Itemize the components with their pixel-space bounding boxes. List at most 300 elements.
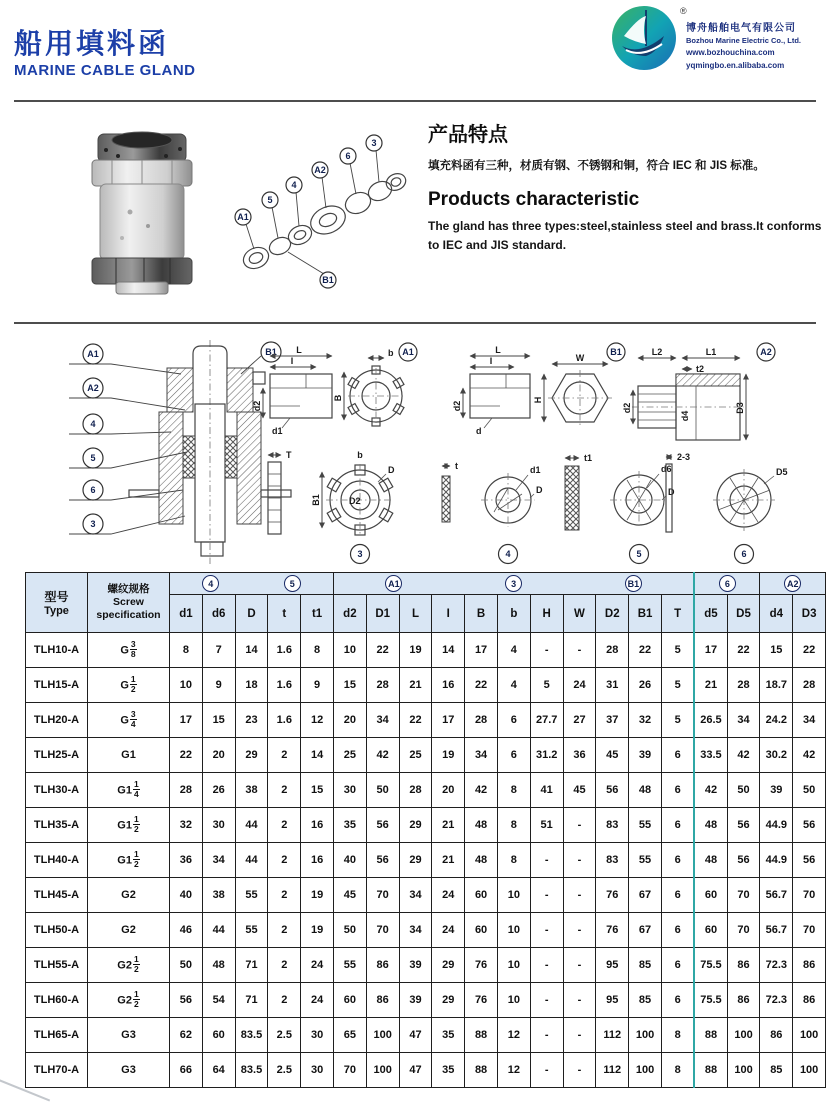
cell-t1: 19 xyxy=(301,878,334,913)
cell-d1: 100 xyxy=(366,1018,399,1053)
cell-d2: 25 xyxy=(333,738,366,773)
cell-l: 34 xyxy=(399,878,432,913)
cell-d: 55 xyxy=(235,878,268,913)
exploded-view-drawing xyxy=(228,130,418,300)
cell-screw-spec: G1 $\frac{1}{2}$ xyxy=(88,808,170,843)
dim-label: B1 xyxy=(311,494,321,506)
view-4-tag: 4 xyxy=(505,549,511,559)
dim-label: D2 xyxy=(349,496,361,506)
cell-b1: 22 xyxy=(629,633,662,668)
cell-d2: 112 xyxy=(596,1018,629,1053)
cell-d2: 50 xyxy=(333,913,366,948)
assembly-section-drawing xyxy=(69,340,291,564)
cell-d5: 56 xyxy=(727,808,760,843)
col-header-d1: D1 xyxy=(366,595,399,633)
features-heading-en: Products characteristic xyxy=(428,189,640,210)
cell-t: 6 xyxy=(661,948,694,983)
cell-d1: 40 xyxy=(170,878,203,913)
dim-label: W xyxy=(575,353,585,363)
cell-t: 8 xyxy=(661,1018,694,1053)
cell-l: 39 xyxy=(399,983,432,1018)
table-row xyxy=(26,913,826,948)
cell-type: TLH10-A xyxy=(26,633,88,668)
assembly-callout-3: 3 xyxy=(90,519,96,529)
cell-h: 31.2 xyxy=(530,738,563,773)
cell-t1: 14 xyxy=(301,738,334,773)
spec-table-body xyxy=(26,633,826,1088)
cell-d4: 56.7 xyxy=(760,913,793,948)
dim-label: d4 xyxy=(680,410,690,422)
cell-d5: 86 xyxy=(727,948,760,983)
cell-h: - xyxy=(530,1018,563,1053)
part-group-header xyxy=(333,573,694,595)
cell-d1: 62 xyxy=(170,1018,203,1053)
cell-t: 1.6 xyxy=(268,668,301,703)
cell-b: 4 xyxy=(497,668,530,703)
logo-globe-sail-icon xyxy=(612,6,676,70)
cell-b: 60 xyxy=(465,878,498,913)
cell-d4: 15 xyxy=(760,633,793,668)
cell-d3: 34 xyxy=(793,703,826,738)
cell-b: 8 xyxy=(497,843,530,878)
dim-label: D xyxy=(536,485,543,495)
cell-b: 88 xyxy=(465,1018,498,1053)
cell-d2: 76 xyxy=(596,913,629,948)
cell-i: 21 xyxy=(432,843,465,878)
cell-i: 29 xyxy=(432,983,465,1018)
cell-screw-spec: G $\frac{3}{8}$ xyxy=(88,633,170,668)
product-photo xyxy=(82,126,202,301)
cell-d: 83.5 xyxy=(235,1053,268,1088)
assembly-callout-b1: B1 xyxy=(265,347,277,357)
table-row xyxy=(26,738,826,773)
exploded-callout-4: 4 xyxy=(291,180,297,190)
cell-d5: 48 xyxy=(694,808,727,843)
cell-h: - xyxy=(530,913,563,948)
cell-d: 44 xyxy=(235,808,268,843)
cell-d3: 86 xyxy=(793,948,826,983)
cell-d6: 34 xyxy=(202,843,235,878)
cell-t: 8 xyxy=(661,1053,694,1088)
cell-b: 12 xyxy=(497,1053,530,1088)
cell-t: 5 xyxy=(661,668,694,703)
cell-l: 22 xyxy=(399,703,432,738)
cell-d2: 56 xyxy=(596,773,629,808)
exploded-callout-6: 6 xyxy=(345,151,351,161)
cell-d2: 112 xyxy=(596,1053,629,1088)
col-header-d6: d6 xyxy=(202,595,235,633)
assembly-callout-a1: A1 xyxy=(87,349,99,359)
cell-d3: 22 xyxy=(793,633,826,668)
cell-d5: 33.5 xyxy=(694,738,727,773)
dim-label: d2 xyxy=(452,400,462,412)
cell-b: 88 xyxy=(465,1053,498,1088)
assembly-callout-a2: A2 xyxy=(87,383,99,393)
cell-i: 29 xyxy=(432,948,465,983)
assembly-callout-4: 4 xyxy=(90,419,96,429)
cell-d6: 9 xyxy=(202,668,235,703)
product-features-section xyxy=(428,118,826,254)
cell-d: 71 xyxy=(235,983,268,1018)
cell-type: TLH55-A xyxy=(26,948,88,983)
cell-type: TLH45-A xyxy=(26,878,88,913)
cell-d5: 26.5 xyxy=(694,703,727,738)
cell-d4: 72.3 xyxy=(760,948,793,983)
cell-d2: 65 xyxy=(333,1018,366,1053)
cell-l: 25 xyxy=(399,738,432,773)
dim-label: D xyxy=(668,487,675,497)
cell-d2: 35 xyxy=(333,808,366,843)
col-header-d2: D2 xyxy=(596,595,629,633)
cell-t1: 12 xyxy=(301,703,334,738)
cell-d1: 32 xyxy=(170,808,203,843)
cell-d: 29 xyxy=(235,738,268,773)
col-header-h: H xyxy=(530,595,563,633)
cell-d2: 37 xyxy=(596,703,629,738)
cell-d4: 86 xyxy=(760,1018,793,1053)
cell-d1: 46 xyxy=(170,913,203,948)
table-row xyxy=(26,948,826,983)
cell-t: 2 xyxy=(268,773,301,808)
part-number-badge-3: 3 xyxy=(505,575,522,592)
cell-screw-spec: G1 $\frac{1}{4}$ xyxy=(88,773,170,808)
table-row xyxy=(26,668,826,703)
logo-text-block xyxy=(686,6,801,72)
cell-w: 45 xyxy=(563,773,596,808)
cell-t: 6 xyxy=(661,878,694,913)
features-body-zh: 填充料函有三种，材质有钢、不锈钢和铜，符合 IEC 和 JIS 标准。 xyxy=(428,160,765,172)
company-name-zh: 博舟船舶电气有限公司 xyxy=(686,23,796,34)
cell-d2: 95 xyxy=(596,948,629,983)
cell-t: 2 xyxy=(268,913,301,948)
col-header-w: W xyxy=(563,595,596,633)
cell-d6: 60 xyxy=(202,1018,235,1053)
page-title-en: MARINE CABLE GLAND xyxy=(14,62,196,79)
cell-t: 1.6 xyxy=(268,633,301,668)
cell-b1: 85 xyxy=(629,983,662,1018)
cell-b: 76 xyxy=(465,983,498,1018)
cell-d2: 95 xyxy=(596,983,629,1018)
cell-b1: 55 xyxy=(629,808,662,843)
cell-b: 22 xyxy=(465,668,498,703)
cell-l: 29 xyxy=(399,808,432,843)
cell-d1: 8 xyxy=(170,633,203,668)
cell-i: 35 xyxy=(432,1018,465,1053)
cell-t: 2.5 xyxy=(268,1018,301,1053)
cell-t: 6 xyxy=(661,913,694,948)
cell-b: 8 xyxy=(497,808,530,843)
dim-label: D3 xyxy=(735,402,745,414)
cell-type: TLH65-A xyxy=(26,1018,88,1053)
dim-label: L xyxy=(495,345,501,355)
cell-b: 8 xyxy=(497,773,530,808)
cell-d3: 100 xyxy=(793,1053,826,1088)
table-row xyxy=(26,773,826,808)
cell-d1: 70 xyxy=(366,878,399,913)
part-group-header xyxy=(760,573,826,595)
cell-b: 48 xyxy=(465,808,498,843)
cell-d5: 88 xyxy=(694,1053,727,1088)
cell-w: - xyxy=(563,1018,596,1053)
cell-l: 21 xyxy=(399,668,432,703)
cell-b1: 55 xyxy=(629,843,662,878)
cell-t1: 8 xyxy=(301,633,334,668)
cell-d5: 75.5 xyxy=(694,948,727,983)
col-header-b: b xyxy=(497,595,530,633)
view-a1-tag: A1 xyxy=(402,347,414,357)
cell-b: 6 xyxy=(497,738,530,773)
cell-b: 6 xyxy=(497,703,530,738)
cell-t: 2 xyxy=(268,878,301,913)
table-row xyxy=(26,703,826,738)
col-header-t: t xyxy=(268,595,301,633)
cell-type: TLH20-A xyxy=(26,703,88,738)
dim-label: L2 xyxy=(651,347,663,357)
cell-l: 47 xyxy=(399,1053,432,1088)
cell-d1: 86 xyxy=(366,983,399,1018)
cell-d1: 34 xyxy=(366,703,399,738)
cell-w: - xyxy=(563,948,596,983)
cell-b: 10 xyxy=(497,948,530,983)
cell-d5: 28 xyxy=(727,668,760,703)
cell-b: 42 xyxy=(465,773,498,808)
cell-type: TLH70-A xyxy=(26,1053,88,1088)
part-number-badge-4: 4 xyxy=(202,575,219,592)
cell-d1: 36 xyxy=(170,843,203,878)
dim-label: B xyxy=(333,394,343,402)
cell-d5: 70 xyxy=(727,913,760,948)
exploded-callout-b1: B1 xyxy=(322,275,334,285)
cell-d: 18 xyxy=(235,668,268,703)
cell-w: - xyxy=(563,843,596,878)
cell-d3: 28 xyxy=(793,668,826,703)
cell-b1: 85 xyxy=(629,948,662,983)
cell-t1: 16 xyxy=(301,808,334,843)
cell-type: TLH60-A xyxy=(26,983,88,1018)
dim-label: L xyxy=(296,345,302,355)
cell-d2: 40 xyxy=(333,843,366,878)
col-header-d5: D5 xyxy=(727,595,760,633)
view-5-tag: 5 xyxy=(636,549,642,559)
col-header-b1: B1 xyxy=(629,595,662,633)
cell-h: - xyxy=(530,878,563,913)
dim-label: H xyxy=(533,396,543,404)
cell-d4: 85 xyxy=(760,1053,793,1088)
cell-type: TLH25-A xyxy=(26,738,88,773)
cell-d1: 22 xyxy=(170,738,203,773)
cell-d6: 38 xyxy=(202,878,235,913)
cell-b1: 100 xyxy=(629,1053,662,1088)
dim-label: D5 xyxy=(776,467,788,477)
cell-screw-spec: G1 $\frac{1}{2}$ xyxy=(88,843,170,878)
part-group-header xyxy=(170,573,334,595)
cell-d: 55 xyxy=(235,913,268,948)
cell-d5: 17 xyxy=(694,633,727,668)
cell-d6: 20 xyxy=(202,738,235,773)
cell-b: 4 xyxy=(497,633,530,668)
cell-type: TLH30-A xyxy=(26,773,88,808)
view-a2-tag: A2 xyxy=(760,347,772,357)
cell-d5: 60 xyxy=(694,878,727,913)
dim-label: t xyxy=(455,461,458,471)
cell-d4: 44.9 xyxy=(760,843,793,878)
cell-d6: 26 xyxy=(202,773,235,808)
cell-d3: 70 xyxy=(793,878,826,913)
cell-t: 1.6 xyxy=(268,703,301,738)
cell-i: 24 xyxy=(432,878,465,913)
cell-t: 2 xyxy=(268,983,301,1018)
view-b1-tag: B1 xyxy=(610,347,622,357)
company-url-2: yqmingbo.en.alibaba.com xyxy=(686,61,785,71)
col-header-d2: d2 xyxy=(333,595,366,633)
cell-screw-spec: G3 xyxy=(88,1053,170,1088)
cell-d3: 70 xyxy=(793,913,826,948)
table-row xyxy=(26,983,826,1018)
cell-t: 6 xyxy=(661,738,694,773)
cell-d5: 21 xyxy=(694,668,727,703)
cell-d2: 28 xyxy=(596,633,629,668)
cell-d6: 64 xyxy=(202,1053,235,1088)
cell-d5: 75.5 xyxy=(694,983,727,1018)
cell-type: TLH35-A xyxy=(26,808,88,843)
view-6-tag: 6 xyxy=(741,549,747,559)
cell-d1: 50 xyxy=(170,948,203,983)
cell-h: - xyxy=(530,983,563,1018)
cell-d5: 34 xyxy=(727,703,760,738)
part-number-badge-5: 5 xyxy=(284,575,301,592)
cell-t: 2 xyxy=(268,808,301,843)
cell-l: 19 xyxy=(399,633,432,668)
cell-w: - xyxy=(563,808,596,843)
cell-b1: 26 xyxy=(629,668,662,703)
table-row xyxy=(26,1053,826,1088)
cell-i: 16 xyxy=(432,668,465,703)
assembly-callout-6: 6 xyxy=(90,485,96,495)
cell-d1: 56 xyxy=(366,808,399,843)
part-number-badge-a1: A1 xyxy=(385,575,402,592)
cell-d2: 45 xyxy=(333,878,366,913)
col-header-i: I xyxy=(432,595,465,633)
cell-d5: 22 xyxy=(727,633,760,668)
col-header-d4: d4 xyxy=(760,595,793,633)
cell-d4: 30.2 xyxy=(760,738,793,773)
cell-t1: 16 xyxy=(301,843,334,878)
cell-screw-spec: G2 $\frac{1}{2}$ xyxy=(88,983,170,1018)
cell-d5: 100 xyxy=(727,1053,760,1088)
cell-b: 10 xyxy=(497,913,530,948)
cell-d2: 60 xyxy=(333,983,366,1018)
cell-t1: 19 xyxy=(301,913,334,948)
dim-label: d1 xyxy=(530,465,541,475)
cell-b: 10 xyxy=(497,878,530,913)
view-3-tag: 3 xyxy=(357,549,363,559)
dim-label: L1 xyxy=(705,347,717,357)
cell-d5: 60 xyxy=(694,913,727,948)
view-6-drawing xyxy=(666,452,788,564)
cell-b: 60 xyxy=(465,913,498,948)
cell-b1: 48 xyxy=(629,773,662,808)
cell-t1: 24 xyxy=(301,983,334,1018)
cell-h: - xyxy=(530,948,563,983)
part-number-badge-b1: B1 xyxy=(625,575,642,592)
cell-i: 21 xyxy=(432,808,465,843)
cell-h: 51 xyxy=(530,808,563,843)
dim-label: t2 xyxy=(696,364,705,374)
cell-d4: 24.2 xyxy=(760,703,793,738)
cell-d1: 42 xyxy=(366,738,399,773)
dim-label: d6 xyxy=(661,464,672,474)
cell-w: - xyxy=(563,633,596,668)
table-row xyxy=(26,843,826,878)
cell-d5: 88 xyxy=(694,1018,727,1053)
view-b1-drawing xyxy=(452,343,625,436)
cell-d2: 70 xyxy=(333,1053,366,1088)
cell-d3: 56 xyxy=(793,808,826,843)
table-row xyxy=(26,633,826,668)
cell-d5: 70 xyxy=(727,878,760,913)
cell-b1: 32 xyxy=(629,703,662,738)
cell-i: 24 xyxy=(432,913,465,948)
dimension-drawings xyxy=(10,334,820,568)
cell-screw-spec: G3 xyxy=(88,1018,170,1053)
cell-d3: 50 xyxy=(793,773,826,808)
cell-w: 24 xyxy=(563,668,596,703)
cell-type: TLH15-A xyxy=(26,668,88,703)
view-a2-drawing xyxy=(622,343,775,440)
cell-h: - xyxy=(530,633,563,668)
cell-b: 12 xyxy=(497,1018,530,1053)
dim-label: b xyxy=(357,450,363,460)
cell-d2: 20 xyxy=(333,703,366,738)
cell-d2: 45 xyxy=(596,738,629,773)
cell-t: 6 xyxy=(661,808,694,843)
cell-d1: 17 xyxy=(170,703,203,738)
cell-d6: 15 xyxy=(202,703,235,738)
table-row xyxy=(26,1018,826,1053)
cell-d1: 50 xyxy=(366,773,399,808)
cell-b: 48 xyxy=(465,843,498,878)
cell-type: TLH40-A xyxy=(26,843,88,878)
dim-label: D xyxy=(388,465,395,475)
col-header-t1: t1 xyxy=(301,595,334,633)
cell-d1: 86 xyxy=(366,948,399,983)
cell-d: 83.5 xyxy=(235,1018,268,1053)
col-header-d5: d5 xyxy=(694,595,727,633)
cell-t: 2 xyxy=(268,843,301,878)
part-group-header xyxy=(694,573,760,595)
cell-d5: 86 xyxy=(727,983,760,1018)
cell-d1: 56 xyxy=(170,983,203,1018)
cell-d3: 56 xyxy=(793,843,826,878)
cell-d6: 44 xyxy=(202,913,235,948)
cell-d: 14 xyxy=(235,633,268,668)
cell-d2: 83 xyxy=(596,843,629,878)
cell-l: 47 xyxy=(399,1018,432,1053)
spec-table xyxy=(25,572,826,1088)
cell-b1: 67 xyxy=(629,913,662,948)
cell-screw-spec: G $\frac{1}{2}$ xyxy=(88,668,170,703)
spec-table-head xyxy=(26,573,826,633)
assembly-callout-5: 5 xyxy=(90,453,96,463)
cell-d4: 18.7 xyxy=(760,668,793,703)
cell-i: 19 xyxy=(432,738,465,773)
cell-w: - xyxy=(563,983,596,1018)
cell-d2: 83 xyxy=(596,808,629,843)
cell-i: 35 xyxy=(432,1053,465,1088)
cell-w: 27 xyxy=(563,703,596,738)
cell-d6: 30 xyxy=(202,808,235,843)
cell-screw-spec: G2 $\frac{1}{2}$ xyxy=(88,948,170,983)
